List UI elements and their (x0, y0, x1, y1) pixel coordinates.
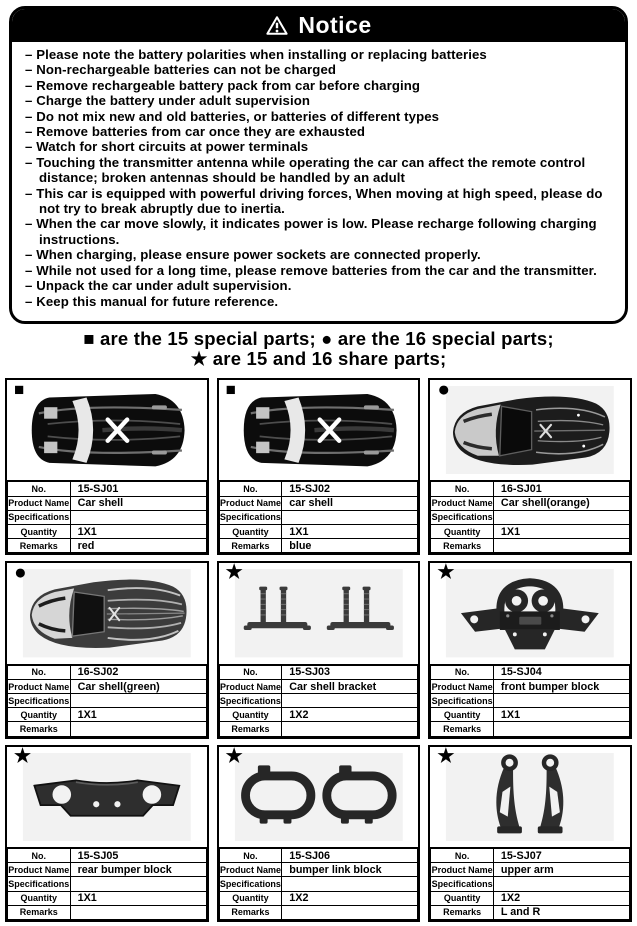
cell-value (493, 877, 629, 891)
cell-label: Specifications (8, 510, 71, 524)
cell-label: Product Name (431, 863, 494, 877)
cell-label: Remarks (8, 539, 71, 553)
cell-label: Quantity (8, 708, 71, 722)
table-row (431, 905, 630, 919)
cell-value: 16-SJ01 (493, 481, 629, 496)
notice-item: – Charge the battery under adult supervision (25, 93, 311, 109)
table-row (431, 510, 630, 524)
part-card-15-SJ03 (217, 561, 421, 738)
table-row (219, 863, 418, 877)
table-row (8, 877, 207, 891)
legend-line-2: ★ are 15 and 16 share parts; (190, 347, 447, 369)
part-image-car-shell-red (14, 386, 200, 474)
part-spec-table (430, 480, 630, 553)
parts-grid (5, 378, 632, 922)
table-row (431, 722, 630, 736)
cell-value: 1X1 (70, 708, 206, 722)
marker-star-icon: ★ (437, 563, 455, 584)
notice-item: – Remove rechargeable battery pack from car before charging (25, 77, 421, 93)
cell-label: Product Name (219, 863, 282, 877)
legend-line-1: ■ are the 15 special parts; ● are the 16 special parts; (83, 328, 554, 349)
cell-label: Product Name (8, 679, 71, 693)
cell-value: 1X2 (282, 891, 418, 905)
cell-value (282, 905, 418, 919)
cell-value: upper arm (493, 863, 629, 877)
warning-triangle-icon (265, 15, 289, 37)
cell-value: 15-SJ07 (493, 848, 629, 863)
cell-value: 15-SJ03 (282, 665, 418, 680)
table-row (8, 891, 207, 905)
part-image-car-shell-blue (226, 386, 412, 474)
part-card-15-SJ01 (5, 378, 209, 555)
notice-item: – Do not mix new and old batteries, or batteries of different types (25, 108, 440, 124)
cell-label: No. (219, 665, 282, 680)
cell-label: Specifications (431, 877, 494, 891)
cell-label: Product Name (8, 863, 71, 877)
table-row (8, 863, 207, 877)
table-row (431, 481, 630, 496)
table-row (219, 848, 418, 863)
cell-value (70, 510, 206, 524)
cell-label: Remarks (431, 722, 494, 736)
notice-list (12, 42, 625, 309)
cell-label: No. (8, 481, 71, 496)
notice-box (9, 6, 628, 324)
cell-value: 1X1 (282, 524, 418, 538)
cell-value: 15-SJ06 (282, 848, 418, 863)
notice-item: – Remove batteries from car once they are exhausted (25, 124, 366, 140)
cell-label: Product Name (8, 496, 71, 510)
table-row (8, 496, 207, 510)
part-spec-table (219, 664, 419, 737)
notice-item: – When the car move slowly, it indicates power is low. Please recharge following charging instructions. (25, 216, 597, 247)
part-image-area (430, 747, 630, 847)
cell-value (493, 539, 629, 553)
table-row (8, 708, 207, 722)
table-row (219, 722, 418, 736)
table-row (431, 679, 630, 693)
notice-item: – Unpack the car under adult supervision. (25, 278, 292, 294)
notice-item: – Keep this manual for future reference. (25, 293, 279, 309)
cell-label: Specifications (219, 877, 282, 891)
table-row (219, 539, 418, 553)
table-row (431, 524, 630, 538)
cell-label: Quantity (219, 708, 282, 722)
part-image-area (219, 380, 419, 480)
table-row (219, 905, 418, 919)
cell-label: Quantity (8, 524, 71, 538)
table-row (431, 877, 630, 891)
cell-value: L and R (493, 905, 629, 919)
cell-label: No. (219, 481, 282, 496)
marker-circle-icon: ● (437, 380, 451, 401)
part-card-15-SJ07 (428, 745, 632, 922)
cell-value (70, 694, 206, 708)
notice-item: – While not used for a long time, please remove batteries from the car and the transmitter. (25, 262, 597, 278)
part-spec-table (7, 480, 207, 553)
part-image-area (430, 380, 630, 480)
cell-value (282, 510, 418, 524)
cell-label: No. (431, 481, 494, 496)
table-row (8, 679, 207, 693)
table-row (431, 665, 630, 680)
table-row (219, 694, 418, 708)
cell-value: 1X2 (282, 708, 418, 722)
table-row (219, 891, 418, 905)
notice-item: – When charging, please ensure power sockets are connected properly. (25, 247, 481, 263)
part-card-16-SJ02 (5, 561, 209, 738)
table-row (219, 524, 418, 538)
cell-label: No. (431, 848, 494, 863)
part-image-area (7, 747, 207, 847)
notice-header (12, 9, 625, 42)
cell-label: Quantity (431, 708, 494, 722)
cell-label: No. (219, 848, 282, 863)
table-row (219, 510, 418, 524)
table-row (8, 905, 207, 919)
cell-value: rear bumper block (70, 863, 206, 877)
cell-value: 1X1 (70, 891, 206, 905)
part-spec-table (219, 480, 419, 553)
cell-value: red (70, 539, 206, 553)
part-image-area (7, 563, 207, 663)
cell-value: 15-SJ01 (70, 481, 206, 496)
cell-value: Car shell(green) (70, 679, 206, 693)
cell-value: 1X1 (70, 524, 206, 538)
part-image-upper-arm (437, 753, 623, 841)
cell-label: Remarks (8, 905, 71, 919)
part-spec-table (219, 847, 419, 920)
cell-value: Car shell (70, 496, 206, 510)
table-row (8, 524, 207, 538)
cell-value (493, 510, 629, 524)
part-image-area (219, 747, 419, 847)
cell-label: Product Name (219, 679, 282, 693)
table-row (431, 848, 630, 863)
cell-value: blue (282, 539, 418, 553)
cell-value (493, 722, 629, 736)
cell-label: Remarks (219, 539, 282, 553)
part-image-area (430, 563, 630, 663)
cell-label: Remarks (431, 905, 494, 919)
cell-label: Specifications (8, 694, 71, 708)
part-image-bumper-link-block (226, 753, 412, 841)
cell-label: No. (431, 665, 494, 680)
table-row (8, 481, 207, 496)
notice-item: – Touching the transmitter antenna while operating the car can affect the remote control distance; broken antennas should be handled by an adult (25, 154, 586, 186)
cell-label: Remarks (8, 722, 71, 736)
table-row (219, 877, 418, 891)
table-row (219, 496, 418, 510)
table-row (8, 722, 207, 736)
cell-value (70, 905, 206, 919)
cell-label: Remarks (219, 722, 282, 736)
cell-label: Quantity (219, 524, 282, 538)
cell-value: 16-SJ02 (70, 665, 206, 680)
cell-value: front bumper block (493, 679, 629, 693)
cell-label: Product Name (431, 496, 494, 510)
cell-label: Remarks (431, 539, 494, 553)
part-card-15-SJ06 (217, 745, 421, 922)
notice-item: – Non-rechargeable batteries can not be charged (25, 62, 337, 78)
part-card-15-SJ04 (428, 561, 632, 738)
table-row (8, 539, 207, 553)
table-row (431, 496, 630, 510)
cell-value (282, 877, 418, 891)
cell-label: No. (8, 848, 71, 863)
notice-item: – This car is equipped with powerful driving forces, When moving at high speed, please do not try to break abruptly due to inertia. (25, 185, 603, 217)
part-spec-table (430, 847, 630, 920)
part-image-front-bumper-block (437, 569, 623, 657)
cell-value: Car shell(orange) (493, 496, 629, 510)
table-row (431, 708, 630, 722)
part-card-15-SJ05 (5, 745, 209, 922)
cell-label: Quantity (8, 891, 71, 905)
cell-value: 15-SJ05 (70, 848, 206, 863)
cell-label: Remarks (219, 905, 282, 919)
cell-value: 1X1 (493, 708, 629, 722)
marker-star-icon: ★ (225, 746, 243, 767)
part-image-area (7, 380, 207, 480)
table-row (431, 863, 630, 877)
cell-label: No. (8, 665, 71, 680)
cell-label: Quantity (219, 891, 282, 905)
table-row (219, 481, 418, 496)
parts-legend (0, 329, 637, 368)
cell-value (282, 694, 418, 708)
part-image-car-shell-green (14, 569, 200, 657)
marker-star-icon: ★ (437, 746, 455, 767)
marker-star-icon: ★ (14, 746, 32, 767)
cell-value: 1X2 (493, 891, 629, 905)
table-row (431, 694, 630, 708)
cell-label: Quantity (431, 524, 494, 538)
table-row (8, 694, 207, 708)
cell-label: Product Name (219, 496, 282, 510)
cell-value: 15-SJ02 (282, 481, 418, 496)
cell-value: 1X1 (493, 524, 629, 538)
part-spec-table (7, 664, 207, 737)
cell-value (493, 694, 629, 708)
cell-value (70, 877, 206, 891)
table-row (219, 665, 418, 680)
part-card-15-SJ02 (217, 378, 421, 555)
marker-star-icon: ★ (225, 563, 243, 584)
notice-item: – Watch for short circuits at power terminals (25, 139, 309, 155)
table-row (219, 708, 418, 722)
marker-square-icon: ■ (14, 380, 25, 399)
table-row (8, 665, 207, 680)
cell-label: Specifications (219, 694, 282, 708)
part-image-rear-bumper-block (14, 753, 200, 841)
cell-value (70, 722, 206, 736)
table-row (431, 891, 630, 905)
table-row (219, 679, 418, 693)
cell-label: Specifications (8, 877, 71, 891)
part-image-car-shell-bracket (226, 569, 412, 657)
notice-title: Notice (298, 12, 372, 38)
part-card-16-SJ01 (428, 378, 632, 555)
part-image-area (219, 563, 419, 663)
cell-label: Specifications (431, 510, 494, 524)
table-row (8, 510, 207, 524)
cell-value: 15-SJ04 (493, 665, 629, 680)
cell-label: Quantity (431, 891, 494, 905)
cell-value (282, 722, 418, 736)
cell-label: Product Name (431, 679, 494, 693)
cell-value: bumper link block (282, 863, 418, 877)
part-image-car-shell-orange (437, 386, 623, 474)
notice-item: – Please note the battery polarities when installing or replacing batteries (25, 47, 487, 62)
table-row (431, 539, 630, 553)
cell-label: Specifications (431, 694, 494, 708)
cell-label: Specifications (219, 510, 282, 524)
marker-square-icon: ■ (225, 380, 236, 399)
table-row (8, 848, 207, 863)
part-spec-table (430, 664, 630, 737)
cell-value: Car shell bracket (282, 679, 418, 693)
marker-circle-icon: ● (14, 563, 27, 585)
part-spec-table (7, 847, 207, 920)
cell-value: car shell (282, 496, 418, 510)
